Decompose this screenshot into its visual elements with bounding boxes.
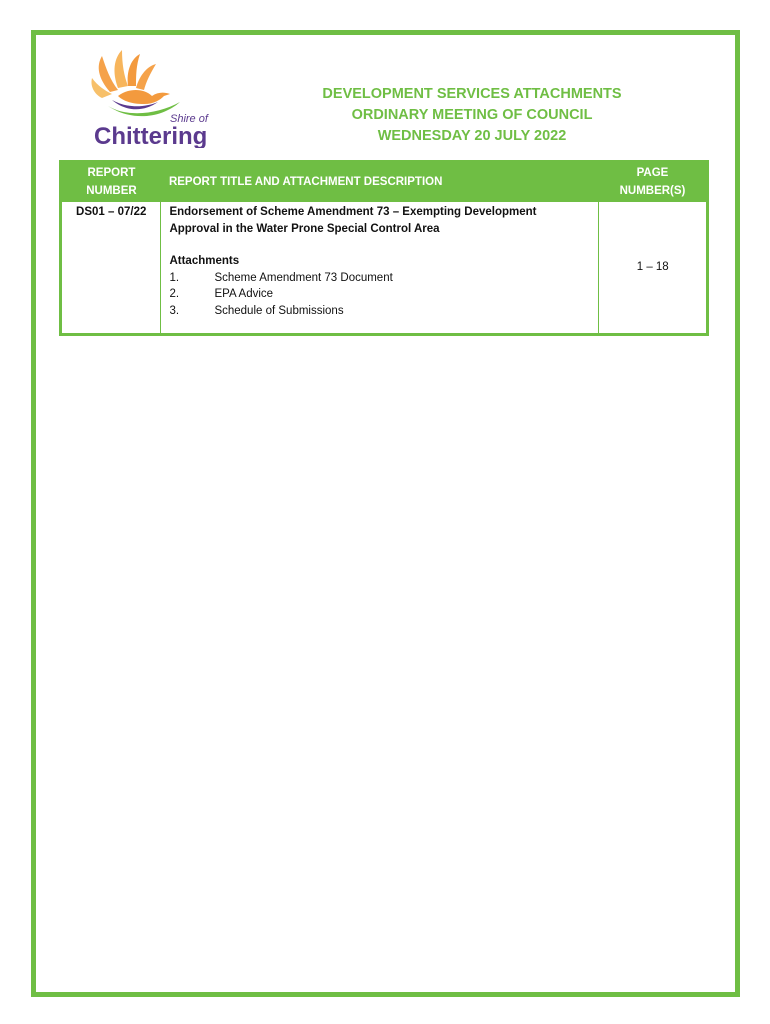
- attachment-number: 1.: [169, 271, 180, 284]
- header-report-number: REPORT NUMBER: [61, 162, 161, 202]
- table-header-row: [61, 162, 708, 202]
- attachments-heading: Attachments: [169, 255, 240, 267]
- report-description-cell: [161, 202, 599, 335]
- header-report-title: REPORT TITLE AND ATTACHMENT DESCRIPTION: [161, 162, 599, 202]
- svg-text:Chittering: Chittering: [94, 123, 208, 148]
- list-item: [169, 303, 590, 320]
- heading-line-1: DEVELOPMENT SERVICES ATTACHMENTS: [322, 86, 622, 102]
- attachments-table: [59, 160, 709, 336]
- report-title-line-2: Approval in the Water Prone Special Control Area: [169, 222, 440, 235]
- report-number-cell: DS01 – 07/22: [61, 202, 161, 335]
- list-item: [169, 286, 590, 303]
- header-page-numbers: PAGE NUMBER(S): [599, 162, 708, 202]
- bird-logo-icon: [88, 48, 228, 148]
- table-row: [61, 202, 708, 335]
- list-item: [169, 270, 590, 287]
- heading-line-3: WEDNESDAY 20 JULY 2022: [377, 128, 567, 144]
- svg-text:Shire of: Shire of: [170, 113, 208, 125]
- report-title-line-1: Endorsement of Scheme Amendment 73 – Exempting Development: [169, 206, 537, 218]
- attachment-text: Scheme Amendment 73 Document: [214, 271, 393, 284]
- shire-of-chittering-logo: [88, 48, 228, 148]
- document-heading: [300, 84, 644, 147]
- heading-line-2: ORDINARY MEETING OF COUNCIL: [351, 107, 593, 123]
- page-numbers-cell: 1 – 18: [599, 202, 708, 335]
- attachment-number: 3.: [169, 304, 180, 317]
- attachment-number: 2.: [169, 288, 180, 300]
- attachment-text: EPA Advice: [214, 288, 274, 300]
- attachment-text: Schedule of Submissions: [214, 304, 344, 317]
